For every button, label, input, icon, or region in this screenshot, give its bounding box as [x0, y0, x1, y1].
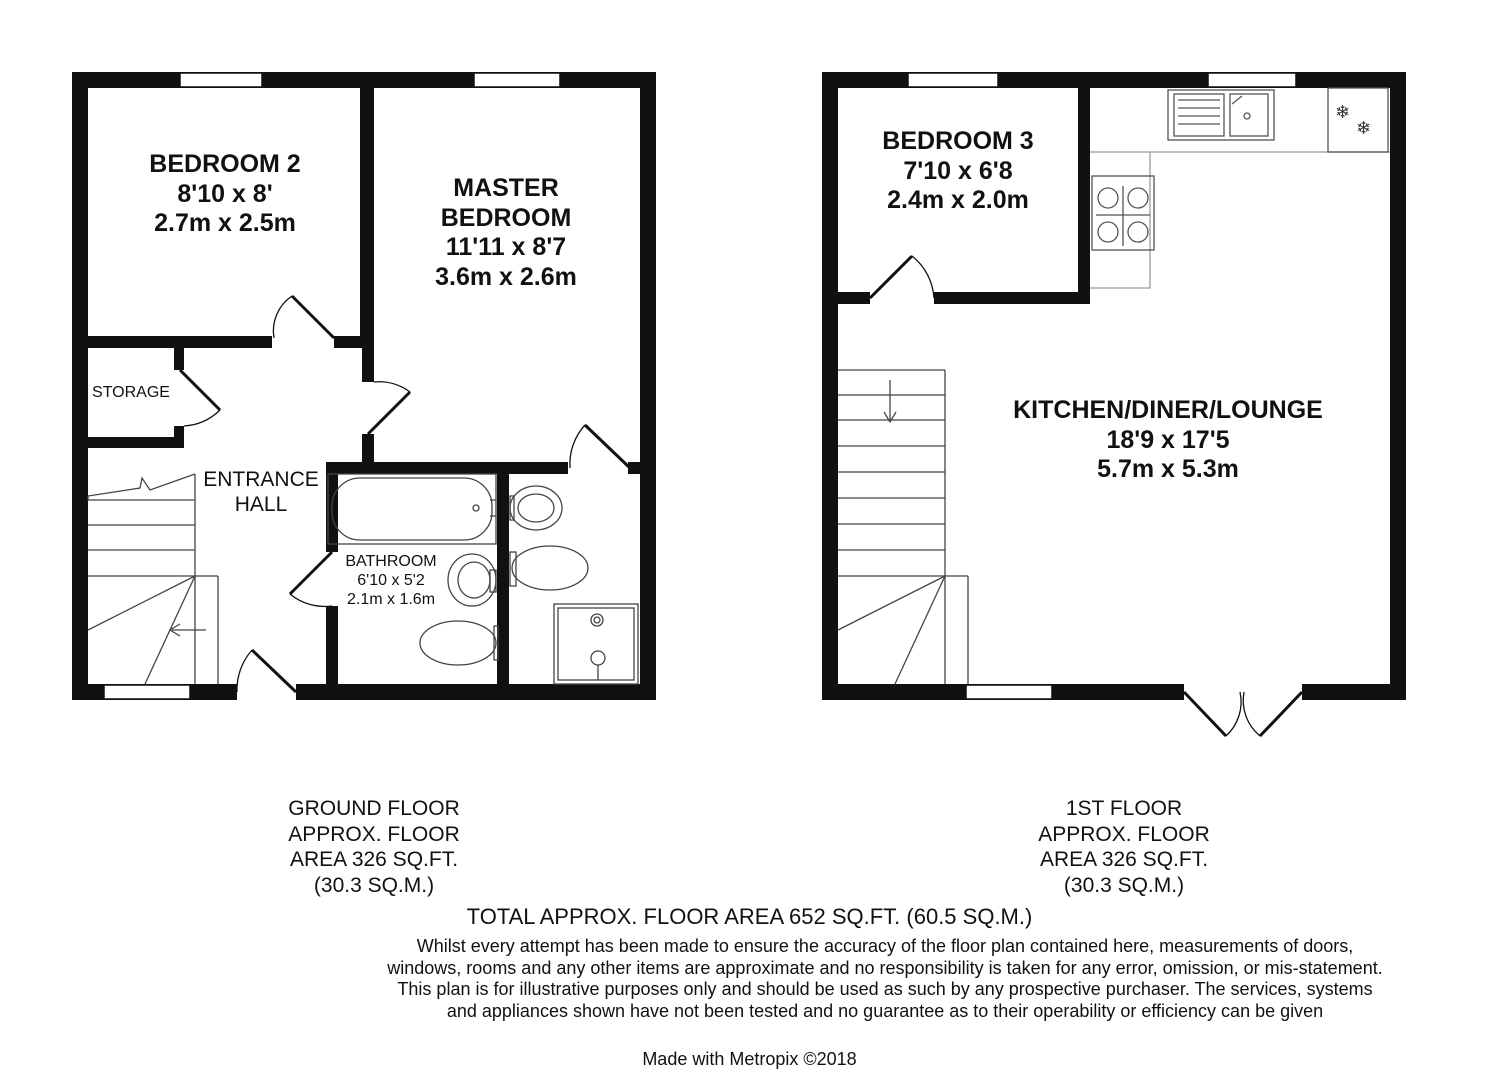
wall	[80, 437, 184, 448]
room-name: HALL	[234, 492, 288, 516]
caption-line: AREA 326 SQ.FT.	[289, 848, 459, 872]
wall	[326, 462, 568, 474]
first-floor-stairs	[838, 370, 968, 684]
wall	[1302, 684, 1406, 700]
wall	[360, 80, 374, 338]
master-bedroom-label	[400, 174, 612, 292]
window	[1208, 73, 1296, 87]
window	[104, 685, 190, 699]
caption-line: APPROX. FLOOR	[288, 822, 460, 846]
storage-label	[88, 384, 174, 403]
wall	[1078, 80, 1090, 302]
shower-tray	[554, 604, 638, 684]
first-floor-caption	[1014, 796, 1234, 898]
window	[180, 73, 262, 87]
shower-room-fixtures	[510, 486, 638, 684]
caption-line: (30.3 SQ.M.)	[1063, 873, 1185, 897]
caption-line: (30.3 SQ.M.)	[313, 873, 435, 897]
room-size-imperial: 11'11 x 8'7	[445, 233, 567, 261]
total-floor-area: TOTAL APPROX. FLOOR AREA 652 SQ.FT. (60.5 SQ.M.)	[466, 904, 1033, 929]
window	[966, 685, 1052, 699]
wall	[640, 72, 656, 700]
wall	[628, 462, 642, 474]
room-name: MASTER	[453, 174, 559, 202]
disclaimer-text: Whilst every attempt has been made to ensure the accuracy of the floor plan contained here, measurements of doors, windows, rooms and any other items are approximate and no responsibility is taken for any error, omission, or mis-statement. This plan is for illustrative purposes only and should be used as such by any prospective purchaser. The services, systems and appliances shown have not been tested and no guarantee as to their operability or efficiency can be given	[387, 936, 1383, 1021]
bedroom-3-label	[852, 127, 1064, 216]
toilet	[420, 621, 496, 665]
room-name: BATHROOM	[345, 553, 437, 570]
snowflake-icon: ❄	[1356, 118, 1372, 138]
caption-line: 1ST FLOOR	[1065, 797, 1183, 820]
caption-line: APPROX. FLOOR	[1038, 822, 1210, 846]
room-size-imperial: 7'10 x 6'8	[903, 156, 1013, 185]
made-with-credit: Made with Metropix ©2018	[642, 1049, 857, 1069]
wall	[830, 292, 870, 304]
first-floor-doors	[870, 256, 1302, 736]
room-size-metric: 3.6m x 2.6m	[435, 262, 577, 291]
wall	[362, 336, 374, 382]
window	[908, 73, 998, 87]
snowflake-icon: ❄	[1335, 102, 1351, 122]
kitchen-fixtures	[1090, 88, 1390, 288]
room-size-imperial: 18'9 x 17'5	[1106, 425, 1230, 454]
wall	[1390, 72, 1406, 700]
kitchen-diner-lounge-label	[988, 396, 1348, 485]
caption-line: AREA 326 SQ.FT.	[1039, 848, 1209, 872]
window	[474, 73, 560, 87]
room-size-metric: 5.7m x 5.3m	[1097, 455, 1239, 483]
ground-floor-caption	[264, 796, 484, 898]
room-name: KITCHEN/DINER/LOUNGE	[1013, 396, 1323, 424]
wall	[326, 606, 338, 692]
toilet	[512, 546, 588, 590]
room-name: BEDROOM 2	[149, 150, 301, 178]
room-size-imperial: 8'10 x 8'	[177, 179, 273, 208]
room-size-metric: 2.7m x 2.5m	[154, 209, 296, 237]
wall	[934, 292, 1090, 304]
room-size-imperial: 6'10 x 5'2	[357, 571, 425, 589]
wall	[174, 344, 184, 370]
room-size-metric: 2.4m x 2.0m	[887, 186, 1029, 214]
room-name: BEDROOM 3	[882, 127, 1034, 155]
entrance-hall-label	[196, 468, 326, 518]
wall	[72, 72, 88, 700]
room-size-metric: 2.1m x 1.6m	[346, 590, 436, 608]
wall	[822, 72, 838, 700]
room-name: ENTRANCE	[203, 468, 319, 491]
wall	[497, 462, 509, 690]
bedroom-2-label	[120, 150, 330, 239]
bath-fixture	[328, 474, 496, 544]
room-name: BEDROOM	[440, 203, 572, 232]
bathroom-label	[332, 553, 450, 610]
room-name: STORAGE	[92, 384, 170, 401]
sink	[1168, 90, 1274, 140]
caption-line: GROUND FLOOR	[288, 797, 460, 820]
wall	[296, 684, 656, 700]
